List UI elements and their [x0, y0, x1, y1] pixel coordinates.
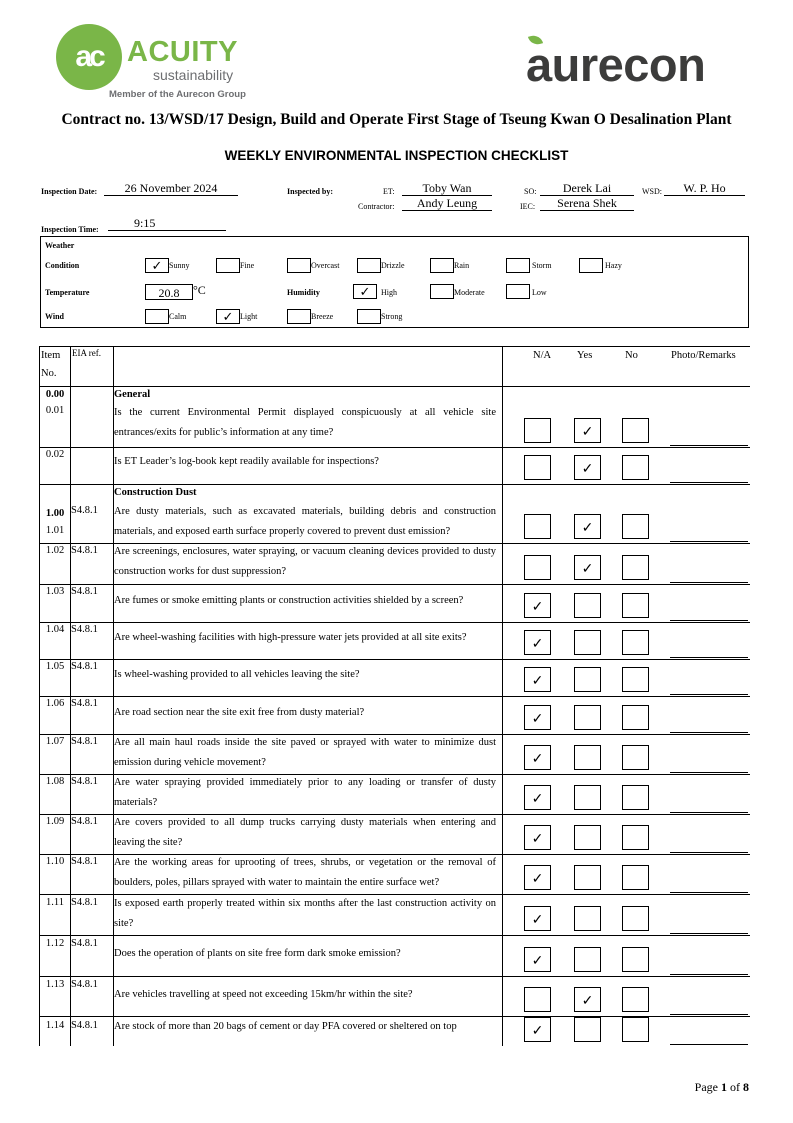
- row-item-number: 1.08: [45, 776, 65, 787]
- row-yes-checkbox[interactable]: [574, 825, 601, 850]
- inspection-date-label: Inspection Date:: [41, 187, 98, 196]
- section-title-general: General: [114, 389, 151, 400]
- header-item-no: No.: [41, 368, 57, 379]
- row-question: Are screenings, enclosures, water spraying, or vacuum cleaning devices provided to dusty construction works for dust suppression?: [114, 546, 496, 577]
- row-question: Are wheel-washing facilities with high-pressure water jets provided at all site exits?: [114, 632, 467, 643]
- row-yes-checkbox[interactable]: [574, 705, 601, 730]
- item-col-divider: [70, 346, 71, 1046]
- acuity-member: Member of the Aurecon Group: [109, 89, 246, 100]
- row-remarks-field[interactable]: [670, 772, 748, 773]
- row-yes-checkbox[interactable]: [574, 785, 601, 810]
- row-na-checkbox[interactable]: [524, 555, 551, 580]
- wind-strong-label: Strong: [381, 312, 403, 321]
- row-remarks-field[interactable]: [670, 541, 748, 542]
- row-eia-ref: S4.8.1: [71, 897, 98, 908]
- row-item-number: 1.12: [45, 938, 65, 949]
- row-yes-checkbox[interactable]: [574, 593, 601, 618]
- wind-breeze-label: Breeze: [311, 312, 334, 321]
- aurecon-wordmark: aurecon: [526, 38, 706, 91]
- aurecon-logo: [526, 35, 741, 95]
- row-question: Is ET Leader’s log-book kept readily available for inspections?: [114, 456, 379, 467]
- row-eia-ref: S4.8.1: [71, 816, 98, 827]
- row-eia-ref: S4.8.1: [71, 586, 98, 597]
- temperature-label: Temperature: [45, 288, 90, 297]
- row-yes-checkbox[interactable]: [574, 667, 601, 692]
- row-item-number: 1.11: [46, 897, 64, 908]
- row-yes-checkbox[interactable]: [574, 906, 601, 931]
- row-question: Is wheel-washing provided to all vehicles leaving the site?: [114, 669, 360, 680]
- row-eia-ref: S4.8.1: [71, 661, 98, 672]
- row-yes-checkbox[interactable]: [574, 865, 601, 890]
- row-divider: [39, 447, 750, 448]
- drizzle-checkbox[interactable]: [357, 258, 381, 273]
- section-title-dust: Construction Dust: [114, 487, 197, 498]
- row-na-checkbox[interactable]: [524, 455, 551, 480]
- row-yes-checkbox[interactable]: ✓: [574, 514, 601, 539]
- inspection-date-value: 26 November 2024: [104, 181, 238, 196]
- row-na-checkbox[interactable]: ✓: [524, 785, 551, 810]
- row-eia-ref: S4.8.1: [71, 624, 98, 635]
- row-item-number: 1.01: [45, 525, 65, 536]
- fine-label: Fine: [240, 261, 255, 270]
- row-na-checkbox[interactable]: ✓: [524, 825, 551, 850]
- wind-light-checkbox[interactable]: ✓: [216, 309, 240, 324]
- table-header-border: [39, 386, 750, 387]
- contractor-label: Contractor:: [358, 202, 395, 211]
- table-left-border: [39, 346, 40, 1046]
- row-eia-ref: S4.8.1: [71, 698, 98, 709]
- row-question: Are road section near the site exit free from dusty material?: [114, 707, 365, 718]
- row-item-number: 1.07: [45, 736, 65, 747]
- row-remarks-field[interactable]: [670, 620, 748, 621]
- acuity-logo: [56, 22, 256, 102]
- so-value: Derek Lai: [540, 181, 634, 196]
- row-item-number: 1.06: [45, 698, 65, 709]
- row-yes-checkbox[interactable]: [574, 947, 601, 972]
- row-no-checkbox[interactable]: [622, 705, 649, 730]
- row-no-checkbox[interactable]: [622, 630, 649, 655]
- sunny-checkbox[interactable]: ✓: [145, 258, 169, 273]
- header-yes: Yes: [577, 350, 593, 361]
- row-item-number: 1.13: [45, 979, 65, 990]
- row-no-checkbox[interactable]: [622, 555, 649, 580]
- row-item-number: 1.10: [45, 856, 65, 867]
- row-question: Are stock of more than 20 bags of cement or day PFA covered or sheltered on top: [114, 1021, 457, 1032]
- weather-box: [40, 236, 749, 328]
- header-no: No: [625, 350, 638, 361]
- acuity-sub: sustainability: [153, 67, 234, 83]
- row-no-checkbox[interactable]: [622, 667, 649, 692]
- fine-checkbox[interactable]: [216, 258, 240, 273]
- row-yes-checkbox[interactable]: [574, 630, 601, 655]
- row-no-checkbox[interactable]: [622, 947, 649, 972]
- so-label: SO:: [524, 187, 537, 196]
- row-item-number: 1.03: [45, 586, 65, 597]
- row-item-number: 0.02: [45, 449, 65, 460]
- row-question: Are dusty materials, such as excavated materials, building debris and construction materials, and exposed earth surface properly covered to prevent dust emission?: [114, 506, 496, 537]
- wsd-label: WSD:: [642, 187, 662, 196]
- row-no-checkbox[interactable]: [622, 745, 649, 770]
- row-na-checkbox[interactable]: ✓: [524, 630, 551, 655]
- row-no-checkbox[interactable]: [622, 785, 649, 810]
- section-num-dust: 1.00: [45, 508, 65, 519]
- iec-value: Serena Shek: [540, 196, 634, 211]
- header-na: N/A: [533, 350, 552, 361]
- row-divider: [39, 696, 750, 697]
- row-na-checkbox[interactable]: ✓: [524, 1017, 551, 1042]
- row-na-checkbox[interactable]: ✓: [524, 705, 551, 730]
- humidity-low-checkbox[interactable]: [506, 284, 530, 299]
- row-remarks-field[interactable]: [670, 482, 748, 483]
- et-value: Toby Wan: [402, 181, 492, 196]
- row-remarks-field[interactable]: [670, 892, 748, 893]
- row-eia-ref: S4.8.1: [71, 938, 98, 949]
- row-no-checkbox[interactable]: [622, 865, 649, 890]
- row-question: Is exposed earth properly treated within six months after the last construction activity on site?: [114, 898, 496, 929]
- row-eia-ref: S4.8.1: [71, 776, 98, 787]
- row-no-checkbox[interactable]: [622, 593, 649, 618]
- row-yes-checkbox[interactable]: ✓: [574, 418, 601, 443]
- section-num-general: 0.00: [45, 389, 65, 400]
- row-yes-checkbox[interactable]: [574, 1017, 601, 1042]
- row-question: Are the working areas for uprooting of trees, shrubs, or vegetation or the removal of boulders, poles, pillars sprayed with water to maintain the entire surface wet?: [114, 857, 496, 888]
- wind-strong-checkbox[interactable]: [357, 309, 381, 324]
- row-remarks-field[interactable]: [670, 812, 748, 813]
- row-eia-ref: S4.8.1: [71, 736, 98, 747]
- row-remarks-field[interactable]: [670, 732, 748, 733]
- row-eia-ref: S4.8.1: [71, 545, 98, 556]
- row-yes-checkbox[interactable]: ✓: [574, 455, 601, 480]
- wind-light-label: Light: [240, 312, 258, 321]
- row-na-checkbox[interactable]: ✓: [524, 906, 551, 931]
- humidity-moderate-label: Moderate: [454, 288, 485, 297]
- row-remarks-field[interactable]: [670, 933, 748, 934]
- row-eia-ref: S4.8.1: [71, 979, 98, 990]
- row-remarks-field[interactable]: [670, 1044, 748, 1045]
- row-item-number: 1.04: [45, 624, 65, 635]
- row-remarks-field[interactable]: [670, 974, 748, 975]
- inspection-time-label: Inspection Time:: [41, 225, 99, 234]
- inspected-by-label: Inspected by:: [287, 187, 334, 196]
- row-na-checkbox[interactable]: ✓: [524, 667, 551, 692]
- row-question: Does the operation of plants on site free form dark smoke emission?: [114, 948, 401, 959]
- header-eia-ref: EIA ref.: [72, 348, 101, 358]
- row-no-checkbox[interactable]: [622, 455, 649, 480]
- row-question: Are all main haul roads inside the site paved or sprayed with water to minimize dust emission during vehicle movement?: [114, 737, 496, 768]
- humidity-high-label: High: [381, 288, 397, 297]
- row-na-checkbox[interactable]: ✓: [524, 593, 551, 618]
- row-eia-ref: S4.8.1: [71, 856, 98, 867]
- storm-checkbox[interactable]: [506, 258, 530, 273]
- row-question: Are covers provided to all dump trucks carrying dusty materials when entering and leaving the site?: [114, 817, 496, 848]
- row-no-checkbox[interactable]: [622, 514, 649, 539]
- row-divider: [39, 622, 750, 623]
- row-item-number: 1.05: [45, 661, 65, 672]
- row-na-checkbox[interactable]: ✓: [524, 865, 551, 890]
- contract-title: Contract no. 13/WSD/17 Design, Build and Operate First Stage of Tseung Kwan O Desalination Plant: [61, 111, 732, 128]
- rain-checkbox[interactable]: [430, 258, 454, 273]
- contractor-value: Andy Leung: [402, 196, 492, 211]
- row-divider: [39, 976, 750, 977]
- row-item-number: 1.09: [45, 816, 65, 827]
- temperature-field[interactable]: 20.8: [145, 284, 193, 300]
- row-remarks-field[interactable]: [670, 582, 748, 583]
- row-na-checkbox[interactable]: [524, 418, 551, 443]
- humidity-high-checkbox[interactable]: ✓: [353, 284, 377, 299]
- row-no-checkbox[interactable]: [622, 987, 649, 1012]
- row-yes-checkbox[interactable]: ✓: [574, 555, 601, 580]
- row-divider: [39, 584, 750, 585]
- hazy-checkbox[interactable]: [579, 258, 603, 273]
- humidity-moderate-checkbox[interactable]: [430, 284, 454, 299]
- row-no-checkbox[interactable]: [622, 1017, 649, 1042]
- row-remarks-field[interactable]: [670, 445, 748, 446]
- page-number: Page 1 of 8: [694, 1080, 749, 1094]
- row-remarks-field[interactable]: [670, 657, 748, 658]
- row-question: Are vehicles travelling at speed not exceeding 15km/hr within the site?: [114, 989, 413, 1000]
- row-eia-ref: S4.8.1: [71, 1020, 98, 1031]
- row-na-checkbox[interactable]: ✓: [524, 745, 551, 770]
- row-remarks-field[interactable]: [670, 1014, 748, 1015]
- header-item: Item: [41, 350, 61, 361]
- acuity-name: ACUITY: [127, 36, 238, 68]
- row-item-number: 0.01: [45, 405, 65, 416]
- temperature-unit: °C: [193, 283, 206, 297]
- condition-label: Condition: [45, 261, 80, 270]
- row-no-checkbox[interactable]: [622, 825, 649, 850]
- row-divider: [39, 659, 750, 660]
- question-col-divider: [502, 346, 503, 1046]
- row-divider: [39, 484, 750, 485]
- row-item-number: 1.02: [45, 545, 65, 556]
- et-label: ET:: [383, 187, 395, 196]
- wind-calm-checkbox[interactable]: [145, 309, 169, 324]
- ref-col-divider: [113, 346, 114, 1046]
- inspection-time-value: 9:15: [108, 216, 226, 231]
- storm-label: Storm: [532, 261, 552, 270]
- row-yes-checkbox[interactable]: ✓: [574, 987, 601, 1012]
- row-no-checkbox[interactable]: [622, 418, 649, 443]
- row-remarks-field[interactable]: [670, 852, 748, 853]
- overcast-label: Overcast: [311, 261, 340, 270]
- overcast-checkbox[interactable]: [287, 258, 311, 273]
- row-question: Are fumes or smoke emitting plants or construction activities shielded by a screen?: [114, 595, 464, 606]
- humidity-label: Humidity: [287, 288, 320, 297]
- row-na-checkbox[interactable]: [524, 514, 551, 539]
- row-divider: [39, 935, 750, 936]
- drizzle-label: Drizzle: [381, 261, 405, 270]
- row-na-checkbox[interactable]: ✓: [524, 947, 551, 972]
- row-question: Is the current Environmental Permit displayed conspicuously at all vehicle site entrances/exits for public’s information at any time?: [114, 407, 496, 438]
- row-na-checkbox[interactable]: [524, 987, 551, 1012]
- sunny-label: Sunny: [169, 261, 190, 270]
- row-item-number: 1.14: [45, 1020, 65, 1031]
- row-eia-ref: S4.8.1: [71, 505, 98, 516]
- table-top-border: [39, 346, 750, 347]
- wsd-value: W. P. Ho: [664, 181, 745, 196]
- row-question: Are water spraying provided immediately prior to any loading or transfer of dusty materials?: [114, 777, 496, 808]
- row-yes-checkbox[interactable]: [574, 745, 601, 770]
- rain-label: Rain: [454, 261, 470, 270]
- weather-heading: Weather: [45, 241, 75, 250]
- row-remarks-field[interactable]: [670, 694, 748, 695]
- wind-calm-label: Calm: [169, 312, 187, 321]
- header-remarks: Photo/Remarks: [671, 350, 736, 361]
- page-title: WEEKLY ENVIRONMENTAL INSPECTION CHECKLIST: [224, 148, 569, 163]
- wind-label: Wind: [45, 312, 64, 321]
- hazy-label: Hazy: [605, 261, 622, 270]
- humidity-low-label: Low: [532, 288, 547, 297]
- iec-label: IEC:: [520, 202, 536, 211]
- wind-breeze-checkbox[interactable]: [287, 309, 311, 324]
- acuity-mark-icon: ac: [56, 24, 122, 90]
- row-no-checkbox[interactable]: [622, 906, 649, 931]
